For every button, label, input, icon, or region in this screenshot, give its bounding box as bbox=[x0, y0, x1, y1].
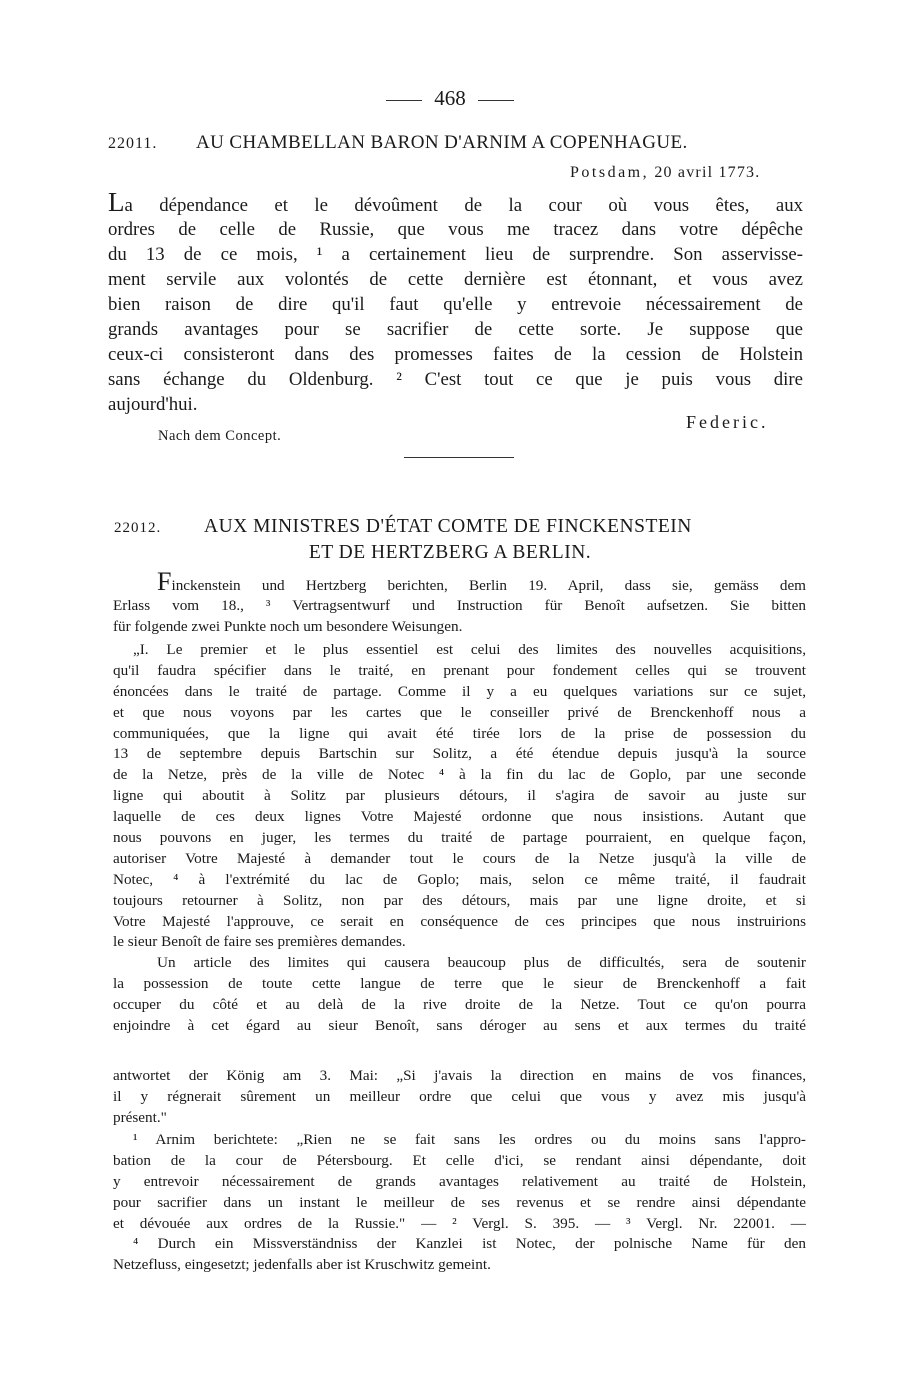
paragraph-line: Un article des limites qui causera beaucoup plus de difficultés, sera de soutenir bbox=[157, 954, 806, 971]
letter-1-body bbox=[108, 187, 803, 417]
letter-1-number: 22011. bbox=[108, 135, 158, 152]
footnote-line: Netzefluss, eingesetzt; jedenfalls aber ist Kruschwitz gemeint. bbox=[113, 1256, 491, 1274]
letter-1-line: aujourd'hui. bbox=[108, 394, 198, 415]
letter-2-number: 22012. bbox=[114, 520, 162, 536]
paragraph-line: toujours retourner à Solitz, non par des détours, mais par une ligne droite, et si bbox=[113, 891, 806, 909]
letter-1-place: Potsdam, bbox=[570, 164, 650, 181]
letter-1-signature: Federic. bbox=[686, 412, 769, 432]
page-number: 468 bbox=[0, 86, 900, 111]
letter-1-title: AU CHAMBELLAN BARON D'ARNIM A COPENHAGUE. bbox=[196, 132, 688, 153]
letter-2-title-line-1: AUX MINISTRES D'ÉTAT COMTE DE FINCKENSTEIN bbox=[204, 516, 692, 537]
letter-1-line: ceux-ci consisteront dans des promesses faites de la cession de Holstein bbox=[108, 344, 803, 365]
letter-1-line: bien raison de dire qu'il faut qu'elle y entrevoie nécessairement de bbox=[108, 294, 803, 315]
intro-line: für folgende zwei Punkte noch um besondere Weisungen. bbox=[113, 617, 463, 635]
footnote-line: y entrevoir nécessairement de grands avantages relativement au traité de Holstein, bbox=[113, 1172, 806, 1190]
paragraph-line: ligne qui aboutit à Solitz par plusieurs détours, il s'agira de savoir au juste sur bbox=[113, 787, 806, 805]
letter-2-paragraph-1 bbox=[113, 640, 806, 953]
paragraph-line: Votre Majesté l'approuve, ce serait en conséquence de ces principes que nous instruirions bbox=[113, 912, 806, 930]
paragraph-line: communiquées, que la ligne qui avait été tirée lors de la prise de possession du bbox=[113, 724, 806, 742]
letter-1-line: ment servile aux volontés de cette dernière est étonnant, et vous avez bbox=[108, 269, 803, 290]
paragraph-line: de la Netze, près de la ville de Notec ⁴ à la fin du lac de Goplo, par une seconde bbox=[113, 766, 806, 784]
footnote-line: bation de la cour de Pétersbourg. Et celle d'ici, se rendant ainsi dépendante, doit bbox=[113, 1151, 806, 1169]
letter-1-line: ordres de celle de Russie, que vous me tracez dans votre dépêche bbox=[108, 219, 803, 240]
section-divider bbox=[404, 457, 514, 458]
intro-line: Finckenstein und Hertzberg berichten, Berlin 19. April, dass sie, gemäss dem bbox=[157, 567, 806, 596]
paragraph-line: Notec, ⁴ à l'extrémité du lac de Goplo; mais, selon ce même traité, il faudrait bbox=[113, 870, 806, 888]
letter-1-heading bbox=[108, 132, 808, 154]
letter-1-dateline bbox=[570, 164, 760, 182]
letter-1-line: sans échange du Oldenburg. ² C'est tout ce que je puis vous dire bbox=[108, 369, 803, 390]
footnote-line: et dévouée aux ordres de la Russie." — ² Vergl. S. 395. — ³ Vergl. Nr. 22001. — bbox=[113, 1214, 806, 1232]
page-number-dash-right bbox=[478, 100, 514, 101]
letter-1-initial: L bbox=[108, 187, 125, 217]
paragraph-line: énoncées dans le traité de partage. Comme il y a eu quelques variations sur ce sujet, bbox=[113, 682, 806, 700]
page-number-dash-left bbox=[386, 100, 422, 101]
paragraph-line: occuper du côté et au delà de la rive droite de la Netze. Tout ce qu'on pourra bbox=[113, 995, 806, 1013]
paragraph-line: la possession de toute cette langue de terre que le sieur de Brenckenhoff a fait bbox=[113, 974, 806, 992]
letter-1-line: La dépendance et le dévoûment de la cour où vous êtes, aux bbox=[108, 187, 803, 217]
footnote-line: il y régnerait sûrement un meilleur ordre que celui que vous y avez mis jusqu'à bbox=[113, 1087, 806, 1105]
paragraph-line: le sieur Benoît de faire ses premières demandes. bbox=[113, 933, 406, 951]
footnote-line: ¹ Arnim berichtete: „Rien ne se fait sans les ordres ou du moins sans l'appro- bbox=[133, 1131, 806, 1148]
paragraph-line: laquelle de ces deux lignes Votre Majesté ordonne que nous insistions. Autant que bbox=[113, 808, 806, 826]
letter-1-source: Nach dem Concept. bbox=[158, 428, 282, 444]
footnote-line: pour sacrifier dans un instant le meilleur de ses revenus et se rendre ainsi dépendante bbox=[113, 1193, 806, 1211]
footnote-line: ⁴ Durch ein Missverständniss der Kanzlei ist Notec, der polnische Name für den bbox=[133, 1235, 806, 1253]
letter-1-line: grands avantages pour se sacrifier de cette sorte. Je suppose que bbox=[108, 319, 803, 340]
letter-2-title-line-2: ET DE HERTZBERG A BERLIN. bbox=[308, 542, 592, 563]
paragraph-line: enjoindre à cet égard au sieur Benoît, sans déroger au sens et aux termes du traité bbox=[113, 1016, 806, 1034]
letter-2-initial: F bbox=[157, 567, 172, 596]
letter-2-heading bbox=[114, 516, 692, 538]
intro-line: Erlass vom 18., ³ Vertragsentwurf und Instruction für Benoît aufsetzen. Sie bitten bbox=[113, 596, 806, 614]
letter-2-intro bbox=[113, 567, 806, 638]
footnote-line: antwortet der König am 3. Mai: „Si j'avais la direction en mains de vos finances, bbox=[113, 1067, 806, 1084]
paragraph-line: et que nous voyons par les cartes que le conseiller privé de Brenckenhoff nous a bbox=[113, 703, 806, 721]
footnotes bbox=[113, 1130, 806, 1276]
footnote-continuation bbox=[113, 1066, 806, 1129]
paragraph-line: „I. Le premier et le plus essentiel est celui des limites des nouvelles acquisitions, bbox=[133, 641, 806, 658]
letter-1-line: du 13 de ce mois, ¹ a certainement lieu de surprendre. Son asservisse- bbox=[108, 244, 803, 265]
paragraph-line: qu'il faudra spécifier dans le traité, en prenant pour fondement celles qui se trouvent bbox=[113, 661, 806, 679]
letter-1-date: 20 avril 1773. bbox=[654, 164, 761, 181]
footnote-line: présent." bbox=[113, 1108, 167, 1126]
letter-2-paragraph-2 bbox=[113, 953, 806, 1037]
paragraph-line: nous pouvons en juger, les termes du traité de partage pourraient, en quelque façon, bbox=[113, 829, 806, 847]
paragraph-line: 13 de septembre depuis Bartschin sur Solitz, a été étendue depuis jusqu'à la source bbox=[113, 745, 806, 763]
paragraph-line: autoriser Votre Majesté à demander tout le cours de la Netze jusqu'à la ville de bbox=[113, 849, 806, 867]
